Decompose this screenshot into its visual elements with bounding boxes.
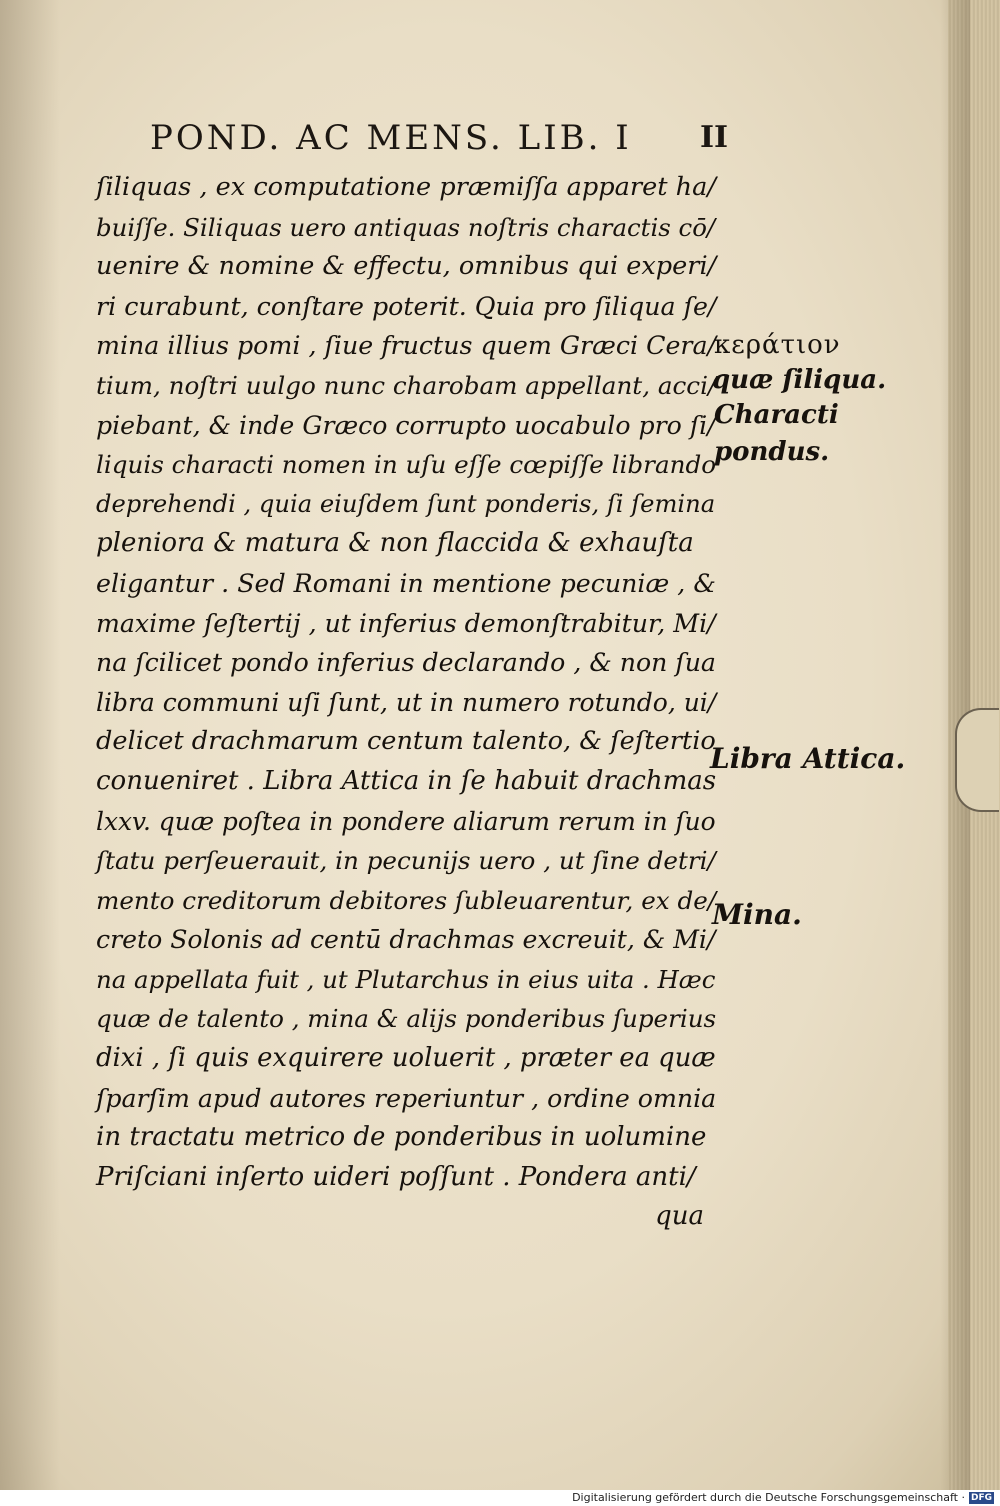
catchword: qua: [655, 1201, 704, 1232]
text-line: delicet drachmarum centum talento, & ſeſtertio: [96, 726, 716, 757]
text-line: tium, noſtri uulgo nunc charobam appellant, acci/: [96, 370, 717, 400]
margin-note-siliqua: quæ ſiliqua.: [712, 365, 887, 395]
text-line: maxime ſeſtertij , ut inferius demonſtrabitur, Mi/: [96, 608, 716, 638]
text-line: libra communi uſi ſunt, ut in numero rotundo, ui/: [96, 687, 717, 717]
text-line: in tractatu metrico de ponderibus in uolumine: [96, 1122, 707, 1153]
margin-note-characti: Characti: [714, 400, 839, 430]
text-line: eligantur . Sed Romani in mentione pecuniæ , &: [96, 568, 716, 598]
folio-number: II: [700, 120, 729, 155]
text-line: piebant, & inde Græco corrupto uocabulo pro ſi/: [96, 410, 716, 440]
margin-note-greek: κεράτιον: [714, 330, 841, 360]
dfg-logo-icon: DFG: [970, 1493, 992, 1503]
text-line: mina illius pomi , ſiue fructus quem Græci Cera/: [96, 331, 717, 361]
text-line: mento creditorum debitores ſubleuarentur, ex de/: [96, 885, 717, 915]
credit-text: Digitalisierung gefördert durch die Deutsche Forschungsgemeinschaft ·: [572, 1491, 965, 1504]
body-text: [96, 168, 716, 1237]
running-title: POND. AC MENS. LIB. I: [150, 118, 632, 158]
text-line: ſiliquas , ex computatione præmiſſa apparet ha/: [96, 172, 717, 202]
text-line: ri curabunt, conſtare poterit. Quia pro ſiliqua ſe/: [96, 291, 717, 321]
text-line: na appellata fuit , ut Plutarchus in eius uita . Hæc: [96, 964, 716, 994]
text-line: ſparſim apud autores reperiuntur , ordine omnia: [96, 1083, 717, 1113]
text-line: deprehendi , quia eiuſdem ſunt ponderis, ſi ſemina: [96, 489, 716, 518]
text-line: pleniora & matura & non flaccida & exhauſta: [96, 528, 694, 559]
text-line: conueniret . Libra Attica in ſe habuit drachmas: [96, 765, 717, 796]
text-line: quæ de talento , mina & alijs ponderibus ſuperius: [96, 1004, 717, 1034]
text-line: buiſſe. Siliquas uero antiquas noſtris charactis cō/: [96, 212, 716, 242]
margin-note-pondus: pondus.: [714, 437, 830, 467]
text-line: creto Solonis ad centū drachmas excreuit, & Mi/: [96, 925, 716, 955]
text-line: liquis characti nomen in uſu eſſe cœpiſſe librando: [96, 450, 717, 480]
text-line: ſtatu perſeuerauit, in pecunijs uero , ut ſine detri/: [96, 846, 716, 876]
text-line: dixi , ſi quis exquirere uoluerit , præter ea quæ: [96, 1043, 716, 1074]
gutter-shadow: [0, 0, 60, 1490]
book-tab-marker: [955, 708, 999, 812]
text-line: Priſciani inſerto uideri poſſunt . Pondera anti/: [96, 1161, 696, 1192]
text-line: uenire & nomine & effectu, omnibus qui experi/: [96, 251, 717, 282]
text-line: na ſcilicet pondo inferius declarando , & non ſua: [96, 648, 716, 678]
text-line: lxxv. quæ poſtea in pondere aliarum rerum in ſuo: [96, 806, 716, 836]
margin-note-mina: Mina.: [712, 898, 802, 931]
digitization-credit: [572, 1491, 994, 1504]
margin-note-libra-attica: Libra Attica.: [710, 742, 906, 775]
